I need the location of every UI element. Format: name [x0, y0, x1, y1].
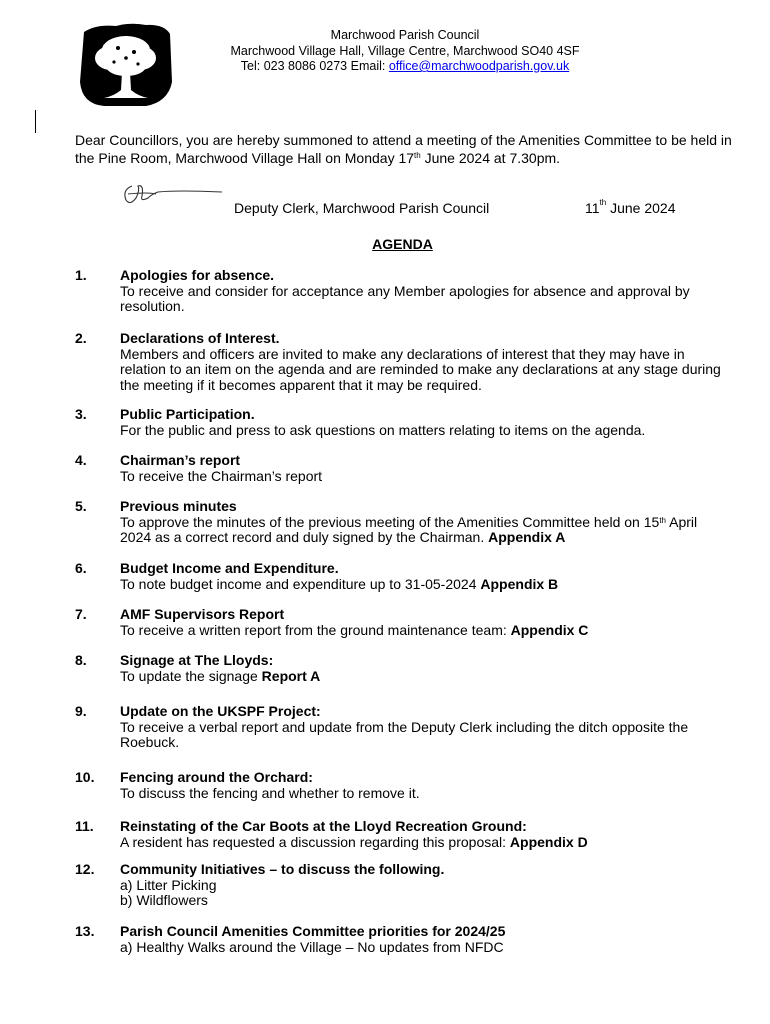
agenda-item-7: 7. AMF Supervisors Report To receive a written report from the ground maintenance team: Appendix C [75, 606, 589, 638]
parish-logo-tree-icon [76, 22, 174, 108]
agenda-item-8: 8. Signage at The Lloyds: To update the signage Report A [75, 652, 321, 684]
sub-item: b) Wildflowers [120, 892, 208, 908]
agenda-heading: AGENDA [372, 236, 433, 252]
phone-text: Tel: 023 8086 0273 Email: [240, 59, 389, 73]
agenda-item-12: 12. Community Initiatives – to discuss the following. a) Litter Picking b) Wildflowers [75, 862, 725, 909]
agenda-item-13: 13. Parish Council Amenities Committee priorities for 2024/25 a) Healthy Walks around the Village – No updates from NFDC [75, 924, 725, 955]
agenda-item-11: 11. Reinstating of the Car Boots at the Lloyd Recreation Ground: A resident has requested a discussion regarding this proposal: Appendix D [75, 818, 588, 850]
agenda-item-4: 4. Chairman’s report To receive the Chairman’s report [75, 452, 323, 484]
agenda-item-2: 2. Declarations of Interest. Members and officers are invited to make any declarations of interest that they may have in relation to an item on the agenda and are reminded to make any declarations at any stage during the meeting if it becomes apparent that it may be required. [75, 330, 721, 393]
agenda-item-9: 9. Update on the UKSPF Project: To receive a verbal report and update from the Deputy Clerk including the ditch opposite the Roebuck. [75, 703, 689, 750]
contact-line [200, 59, 610, 75]
signatory-role: Deputy Clerk, Marchwood Parish Council [234, 200, 490, 216]
summons-text: Dear Councillors, you are hereby summoned to attend a meeting of the Amenities Committee to be held in the Pine Room, Marchwood Village Hall on Monday 17th June 2024 at 7.30pm. [75, 132, 732, 166]
org-address: Marchwood Village Hall, Village Centre, Marchwood SO40 4SF [230, 43, 580, 58]
agenda-item-3: 3. Public Participation. For the public and press to ask questions on matters relating to items on the agenda. [75, 406, 646, 438]
agenda-item-10: 10. Fencing around the Orchard: To discuss the fencing and whether to remove it. [75, 769, 420, 801]
margin-marker [35, 110, 36, 133]
agenda-item-5: 5. Previous minutes To approve the minutes of the previous meeting of the Amenities Committee held on 15th April 2024 as a correct record and duly signed by the Chairman. Appendix A [75, 498, 698, 545]
notice-date: 11th June 2024 [585, 198, 676, 216]
agenda-item-1: 1. Apologies for absence. To receive and consider for acceptance any Member apologies for absence and approval by resolution. [75, 267, 690, 314]
email-link[interactable]: office@marchwoodparish.gov.uk [388, 59, 570, 73]
agenda-item-6: 6. Budget Income and Expenditure. To note budget income and expenditure up to 31-05-2024 Appendix B [75, 560, 559, 592]
signature-image [118, 180, 223, 208]
letterhead [200, 28, 610, 75]
org-name: Marchwood Parish Council [330, 28, 480, 42]
sub-item: a) Healthy Walks around the Village – No updates from NFDC [120, 938, 504, 955]
sub-item: a) Litter Picking [120, 876, 217, 893]
